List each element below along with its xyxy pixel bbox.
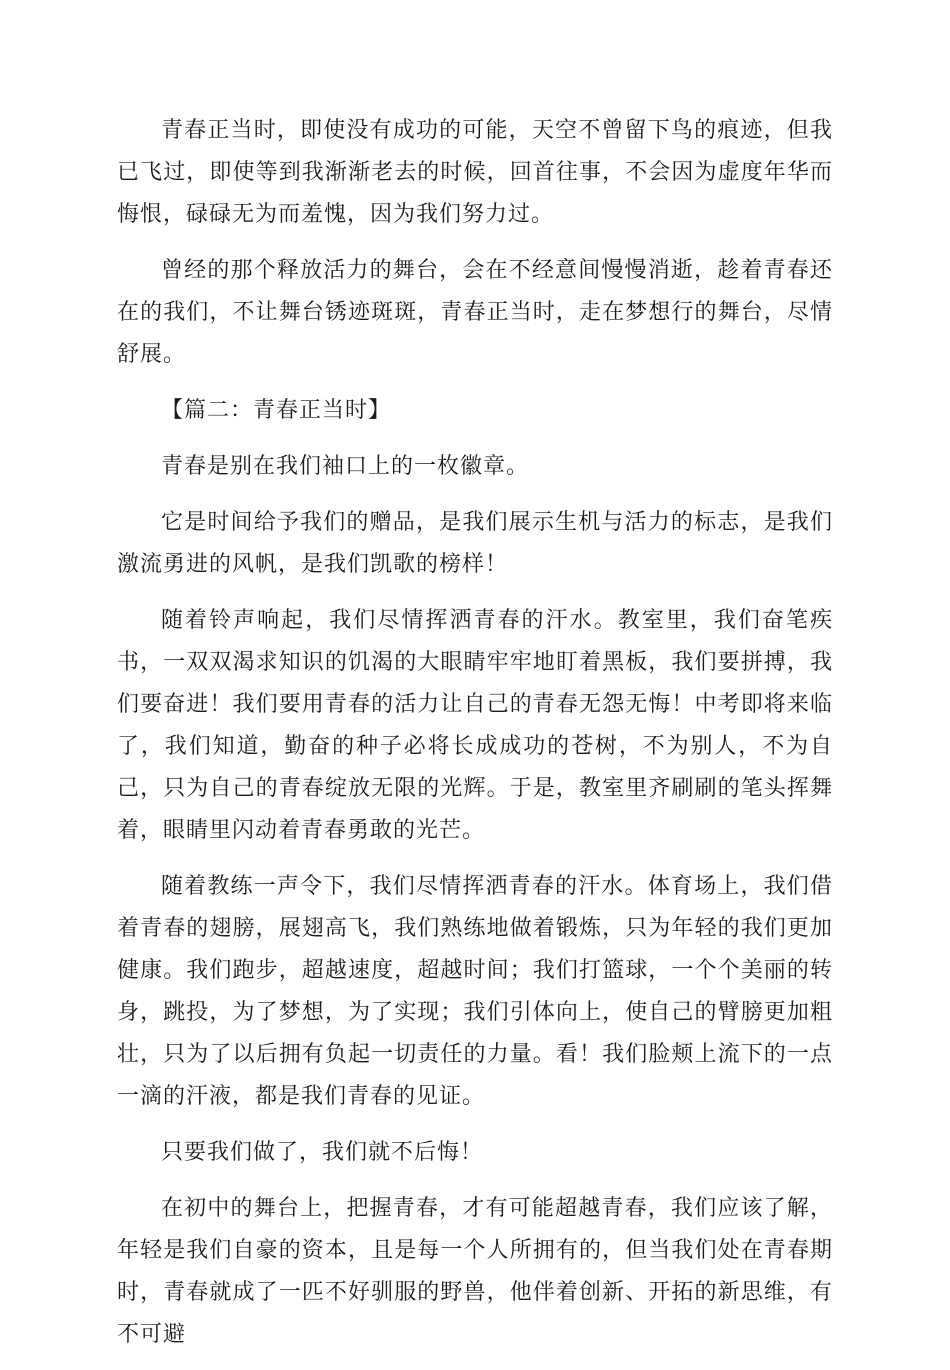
paragraph: 青春正当时，即使没有成功的可能，天空不曾留下鸟的痕迹，但我已飞过，即使等到我渐渐老去的时候，回首往事，不会因为虚度年华而悔恨，碌碌无为而羞愧，因为我们努力过。 bbox=[117, 118, 833, 227]
paragraph: 随着铃声响起，我们尽情挥洒青春的汗水。教室里，我们奋笔疾书，一双双渴求知识的饥渴的大眼睛牢牢地盯着黑板，我们要拼搏，我们要奋进！我们要用青春的活力让自己的青春无怨无悔！中考即将来临了，我们知道，勤奋的种子必将长成成功的苍树，不为别人，不为自己，只为自己的青春绽放无限的光辉。于是，教室里齐刷刷的笔头挥舞着，眼睛里闪动着青春勇敢的光芒。 bbox=[117, 608, 833, 843]
document-page bbox=[117, 110, 833, 1370]
paragraph: 随着教练一声令下，我们尽情挥洒青春的汗水。体育场上，我们借着青春的翅膀，展翅高飞，我们熟练地做着锻炼，只为年轻的我们更加健康。我们跑步，超越速度，超越时间；我们打篮球，一个个美丽的转身，跳投，为了梦想，为了实现；我们引体向上，使自己的臂膀更加粗壮，只为了以后拥有负起一切责任的力量。看！我们脸颊上流下的一点一滴的汗液，都是我们青春的见证。 bbox=[117, 874, 833, 1109]
paragraph: 它是时间给予我们的赠品，是我们展示生机与活力的标志，是我们激流勇进的风帆，是我们凯歌的榜样！ bbox=[117, 510, 833, 577]
paragraph: 曾经的那个释放活力的舞台，会在不经意间慢慢消逝，趁着青春还在的我们，不让舞台锈迹斑斑，青春正当时，走在梦想行的舞台，尽情舒展。 bbox=[117, 258, 833, 367]
section-heading: 【篇二：青春正当时】 bbox=[161, 398, 392, 423]
paragraph: 在初中的舞台上，把握青春，才有可能超越青春，我们应该了解，年轻是我们自豪的资本，且是每一个人所拥有的，但当我们处在青春期时，青春就成了一匹不好驯服的野兽，他伴着创新、开拓的新思维，有不可避 bbox=[117, 1196, 833, 1347]
paragraph: 只要我们做了，我们就不后悔！ bbox=[161, 1140, 484, 1165]
paragraph: 青春是别在我们袖口上的一枚徽章。 bbox=[161, 454, 530, 479]
